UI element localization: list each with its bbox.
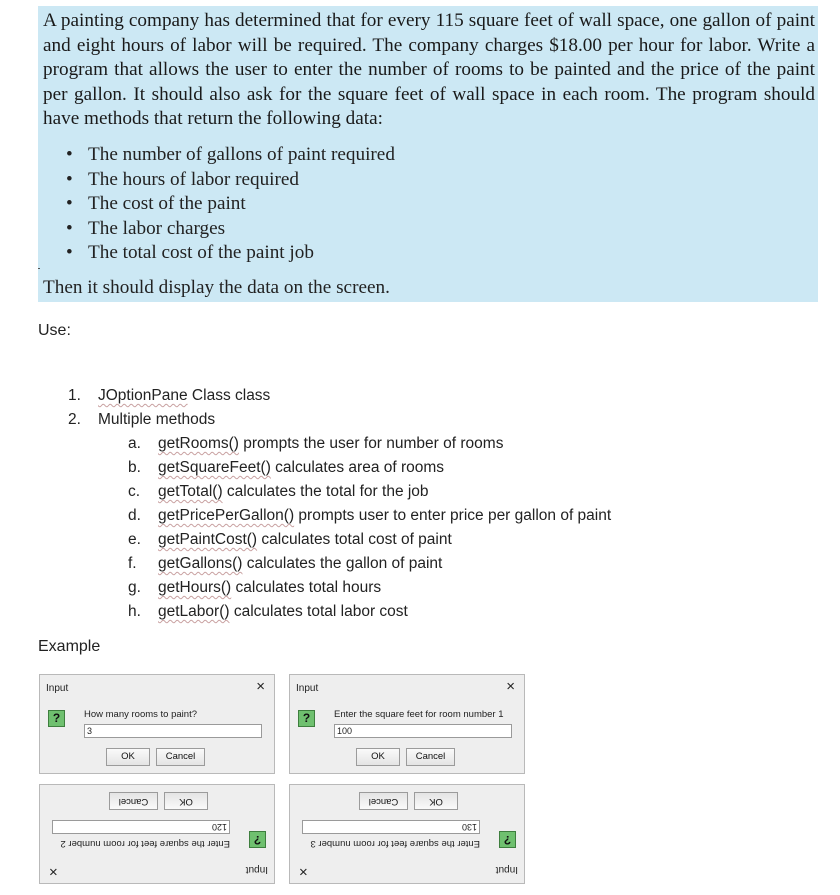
method-description: prompts user to enter price per gallon of paint [294, 507, 612, 524]
ok-button[interactable]: OK [164, 792, 208, 810]
requirements-list [66, 143, 395, 266]
method-name: getTotal() [158, 483, 223, 500]
dialog-prompt: How many rooms to paint? [84, 709, 197, 720]
problem-statement [38, 6, 818, 302]
example-heading: Example [38, 638, 101, 655]
method-name: getPricePerGallon() [158, 507, 295, 524]
method-name: getGallons() [158, 555, 243, 572]
list-letter: g. [128, 579, 141, 596]
square-feet-input[interactable]: 100 [334, 724, 512, 738]
dialog-title: Input [46, 683, 69, 694]
method-description: calculates the gallon of paint [242, 555, 443, 572]
dialog-prompt: Enter the square feet for room number 2 [60, 838, 230, 849]
method-name: getSquareFeet() [158, 459, 271, 476]
use-heading: Use: [38, 322, 71, 339]
list-text: Class class [187, 387, 271, 404]
ok-button[interactable]: OK [106, 748, 150, 766]
dialog-prompt: Enter the square feet for room number 3 [310, 838, 480, 849]
question-icon: ? [48, 710, 65, 727]
list-letter: e. [128, 531, 141, 548]
cancel-button[interactable]: Cancel [109, 792, 158, 810]
problem-closing: Then it should display the data on the screen. [43, 277, 390, 298]
cancel-button[interactable]: Cancel [156, 748, 205, 766]
input-dialog-room-1 [289, 674, 525, 774]
close-icon[interactable]: × [299, 863, 308, 880]
problem-paragraph: A painting company has determined that for every 115 square feet of wall space, one gallon of paint and eight hours of labor will be required. The company charges $18.00 per hour for labor. Write a program that allows the user to enter the number of rooms to be painted and the price of the paint per gallon. It should also ask for the square feet of wall space in each room. The program should have methods that return the following data: [43, 10, 815, 130]
ok-button[interactable]: OK [414, 792, 458, 810]
method-description: calculates total cost of paint [257, 531, 452, 548]
list-letter: b. [128, 459, 141, 476]
list-item: • The hours of labor required [66, 168, 395, 193]
method-name: getRooms() [158, 435, 239, 452]
cancel-button[interactable]: Cancel [359, 792, 408, 810]
divider [38, 268, 40, 269]
list-item: • The number of gallons of paint required [66, 143, 395, 168]
method-description: prompts the user for number of rooms [238, 435, 504, 452]
close-icon[interactable]: × [506, 678, 515, 695]
question-icon: ? [249, 831, 266, 848]
input-dialog-room-3 [289, 784, 525, 884]
close-icon[interactable]: × [49, 863, 58, 880]
square-feet-input[interactable]: 120 [52, 820, 230, 834]
ok-button[interactable]: OK [356, 748, 400, 766]
close-icon[interactable]: × [256, 678, 265, 695]
dialog-title: Input [296, 683, 319, 694]
dialog-prompt: Enter the square feet for room number 1 [334, 709, 504, 720]
method-name: getPaintCost() [158, 531, 258, 548]
list-number: 1. [68, 387, 81, 404]
rooms-input[interactable]: 3 [84, 724, 262, 738]
list-letter: c. [128, 483, 141, 500]
list-letter: f. [128, 555, 137, 572]
list-item: • The cost of the paint [66, 192, 395, 217]
question-icon: ? [499, 831, 516, 848]
list-item: • The total cost of the paint job [66, 241, 395, 266]
method-description: calculates total hours [231, 579, 382, 596]
input-dialog-rooms [39, 674, 275, 774]
list-number: 2. [68, 411, 81, 428]
list-item: • The labor charges [66, 217, 395, 242]
cancel-button[interactable]: Cancel [406, 748, 455, 766]
square-feet-input[interactable]: 130 [302, 820, 480, 834]
list-letter: d. [128, 507, 141, 524]
method-description: calculates the total for the job [222, 483, 429, 500]
dialog-title: Input [245, 864, 268, 875]
method-name: getLabor() [158, 603, 230, 620]
list-letter: a. [128, 435, 141, 452]
list-text: Multiple methods [98, 411, 216, 428]
method-name: getHours() [158, 579, 232, 596]
list-letter: h. [128, 603, 141, 620]
input-dialog-room-2 [39, 784, 275, 884]
code-term: JOptionPane [98, 387, 188, 404]
question-icon: ? [298, 710, 315, 727]
method-description: calculates total labor cost [229, 603, 408, 620]
method-description: calculates area of rooms [270, 459, 445, 476]
dialog-title: Input [495, 864, 518, 875]
